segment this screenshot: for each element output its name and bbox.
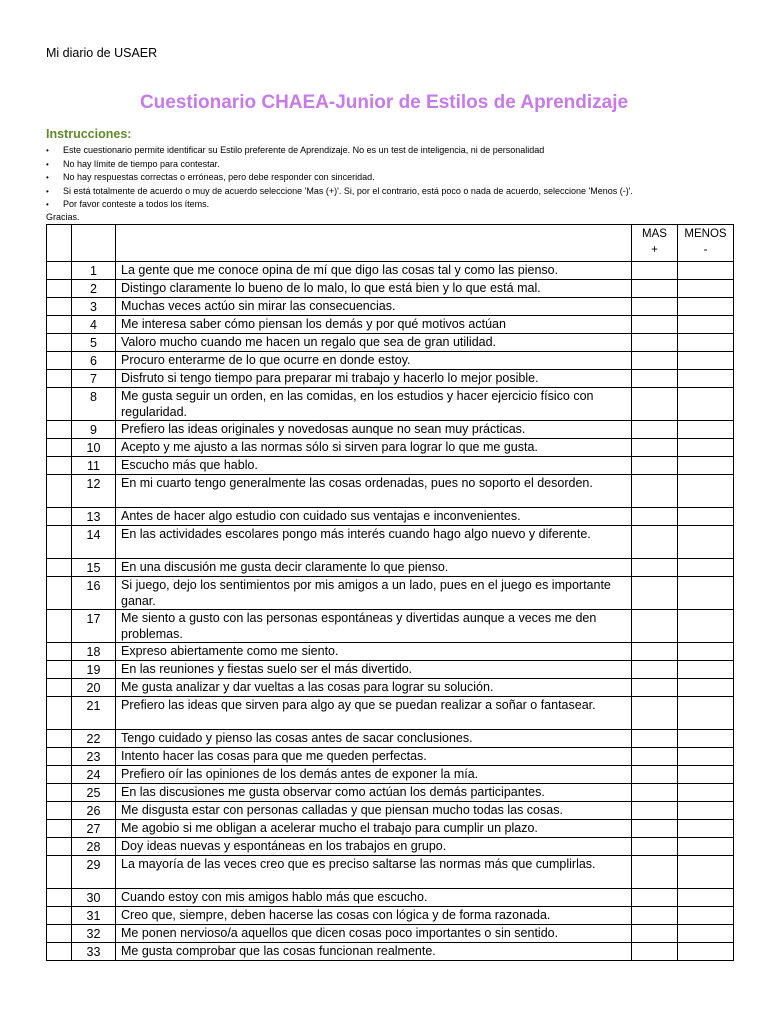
item-number: 11 <box>72 457 116 475</box>
row-blank-cell <box>47 820 72 838</box>
row-blank-cell <box>47 262 72 280</box>
table-row <box>47 925 734 943</box>
table-row <box>47 298 734 316</box>
answer-mas-cell[interactable] <box>632 925 678 943</box>
table-row <box>47 766 734 784</box>
table-row <box>47 457 734 475</box>
row-blank-cell <box>47 856 72 889</box>
answer-menos-cell[interactable] <box>678 820 734 838</box>
table-row <box>47 475 734 508</box>
item-text: La gente que me conoce opina de mí que digo las cosas tal y como las pienso. <box>116 262 632 280</box>
item-text: Prefiero las ideas que sirven para algo ay que se puedan realizar a soñar o fantasear. <box>116 697 632 730</box>
row-blank-cell <box>47 334 72 352</box>
answer-mas-cell[interactable] <box>632 679 678 697</box>
answer-mas-cell[interactable] <box>632 907 678 925</box>
answer-mas-cell[interactable] <box>632 262 678 280</box>
row-blank-cell <box>47 748 72 766</box>
row-blank-cell <box>47 679 72 697</box>
table-row <box>47 559 734 577</box>
table-row <box>47 526 734 559</box>
answer-menos-cell[interactable] <box>678 421 734 439</box>
item-number: 19 <box>72 661 116 679</box>
table-row <box>47 802 734 820</box>
answer-menos-cell[interactable] <box>678 925 734 943</box>
item-text: Acepto y me ajusto a las normas sólo si sirven para lograr lo que me gusta. <box>116 439 632 457</box>
answer-mas-cell[interactable] <box>632 508 678 526</box>
instruction-item: • Este cuestionario permite identificar su Estilo preferente de Aprendizaje. No es un test de inteligencia, ni de personalidad <box>46 144 633 158</box>
item-number: 30 <box>72 889 116 907</box>
item-number: 14 <box>72 526 116 559</box>
answer-menos-cell[interactable] <box>678 748 734 766</box>
thanks-text: Gracias. <box>46 212 80 222</box>
item-number: 28 <box>72 838 116 856</box>
answer-mas-cell[interactable] <box>632 643 678 661</box>
answer-menos-cell[interactable] <box>678 661 734 679</box>
item-text: Tengo cuidado y pienso las cosas antes de sacar conclusiones. <box>116 730 632 748</box>
answer-menos-cell[interactable] <box>678 262 734 280</box>
table-row <box>47 856 734 889</box>
answer-menos-cell[interactable] <box>678 766 734 784</box>
answer-mas-cell[interactable] <box>632 943 678 961</box>
item-number: 24 <box>72 766 116 784</box>
item-text: Intento hacer las cosas para que me queden perfectas. <box>116 748 632 766</box>
answer-mas-cell[interactable] <box>632 280 678 298</box>
item-number: 18 <box>72 643 116 661</box>
row-blank-cell <box>47 661 72 679</box>
row-blank-cell <box>47 610 72 643</box>
table-row <box>47 679 734 697</box>
table-row <box>47 370 734 388</box>
questionnaire-table <box>46 224 734 961</box>
answer-menos-cell[interactable] <box>678 889 734 907</box>
answer-menos-cell[interactable] <box>678 643 734 661</box>
item-number: 8 <box>72 388 116 421</box>
item-text: Prefiero las ideas originales y novedosas aunque no sean muy prácticas. <box>116 421 632 439</box>
table-row <box>47 748 734 766</box>
item-text: Muchas veces actúo sin mirar las consecuencias. <box>116 298 632 316</box>
table-row <box>47 730 734 748</box>
row-blank-cell <box>47 838 72 856</box>
table-row <box>47 820 734 838</box>
header-cell-item <box>116 225 632 262</box>
item-text: Me agobio si me obligan a acelerar mucho el trabajo para cumplir un plazo. <box>116 820 632 838</box>
table-row <box>47 610 734 643</box>
answer-menos-cell[interactable] <box>678 856 734 889</box>
answer-menos-cell[interactable] <box>678 334 734 352</box>
answer-mas-cell[interactable] <box>632 766 678 784</box>
row-blank-cell <box>47 577 72 610</box>
header-cell-blank <box>47 225 72 262</box>
table-row <box>47 388 734 421</box>
answer-menos-cell[interactable] <box>678 526 734 559</box>
item-number: 22 <box>72 730 116 748</box>
item-text: Me siento a gusto con las personas espontáneas y divertidas aunque a veces me den problemas. <box>116 610 632 643</box>
item-number: 32 <box>72 925 116 943</box>
row-blank-cell <box>47 352 72 370</box>
item-number: 2 <box>72 280 116 298</box>
header-cell-menos: MENOS - <box>678 225 734 262</box>
answer-menos-cell[interactable] <box>678 475 734 508</box>
item-number: 29 <box>72 856 116 889</box>
answer-menos-cell[interactable] <box>678 679 734 697</box>
table-row <box>47 508 734 526</box>
answer-mas-cell[interactable] <box>632 838 678 856</box>
item-number: 4 <box>72 316 116 334</box>
answer-mas-cell[interactable] <box>632 661 678 679</box>
row-blank-cell <box>47 697 72 730</box>
item-text: Distingo claramente lo bueno de lo malo, lo que está bien y lo que está mal. <box>116 280 632 298</box>
item-number: 3 <box>72 298 116 316</box>
answer-menos-cell[interactable] <box>678 370 734 388</box>
row-blank-cell <box>47 508 72 526</box>
row-blank-cell <box>47 925 72 943</box>
item-number: 31 <box>72 907 116 925</box>
item-number: 33 <box>72 943 116 961</box>
item-text: Doy ideas nuevas y espontáneas en los trabajos en grupo. <box>116 838 632 856</box>
answer-menos-cell[interactable] <box>678 508 734 526</box>
table-header-row <box>47 225 734 262</box>
answer-mas-cell[interactable] <box>632 802 678 820</box>
row-blank-cell <box>47 730 72 748</box>
instruction-item: • Por favor conteste a todos los ítems. <box>46 198 633 212</box>
item-text: Escucho más que hablo. <box>116 457 632 475</box>
row-blank-cell <box>47 421 72 439</box>
item-text: Valoro mucho cuando me hacen un regalo que sea de gran utilidad. <box>116 334 632 352</box>
answer-menos-cell[interactable] <box>678 802 734 820</box>
bullet-icon: • <box>46 200 49 210</box>
answer-mas-cell[interactable] <box>632 610 678 643</box>
answer-mas-cell[interactable] <box>632 421 678 439</box>
row-blank-cell <box>47 802 72 820</box>
table-row <box>47 352 734 370</box>
answer-menos-cell[interactable] <box>678 784 734 802</box>
item-text: En una discusión me gusta decir claramente lo que pienso. <box>116 559 632 577</box>
answer-menos-cell[interactable] <box>678 280 734 298</box>
item-number: 15 <box>72 559 116 577</box>
answer-mas-cell[interactable] <box>632 856 678 889</box>
item-text: Me ponen nervioso/a aquellos que dicen cosas poco importantes o sin sentido. <box>116 925 632 943</box>
item-number: 10 <box>72 439 116 457</box>
row-blank-cell <box>47 280 72 298</box>
table-row <box>47 661 734 679</box>
table-row <box>47 907 734 925</box>
row-blank-cell <box>47 766 72 784</box>
row-blank-cell <box>47 784 72 802</box>
instruction-item: • No hay límite de tiempo para contestar. <box>46 158 633 172</box>
table-row <box>47 262 734 280</box>
row-blank-cell <box>47 475 72 508</box>
instructions-heading: Instrucciones: <box>46 127 132 141</box>
row-blank-cell <box>47 388 72 421</box>
item-number: 23 <box>72 748 116 766</box>
item-text: En las discusiones me gusta observar como actúan los demás participantes. <box>116 784 632 802</box>
answer-menos-cell[interactable] <box>678 838 734 856</box>
bullet-icon: • <box>46 159 49 169</box>
row-blank-cell <box>47 643 72 661</box>
answer-mas-cell[interactable] <box>632 748 678 766</box>
answer-mas-cell[interactable] <box>632 559 678 577</box>
item-text: Creo que, siempre, deben hacerse las cosas con lógica y de forma razonada. <box>116 907 632 925</box>
item-number: 20 <box>72 679 116 697</box>
row-blank-cell <box>47 889 72 907</box>
row-blank-cell <box>47 943 72 961</box>
answer-mas-cell[interactable] <box>632 388 678 421</box>
answer-menos-cell[interactable] <box>678 559 734 577</box>
table-row <box>47 577 734 610</box>
row-blank-cell <box>47 907 72 925</box>
table-row <box>47 334 734 352</box>
item-text: La mayoría de las veces creo que es preciso saltarse las normas más que cumplirlas. <box>116 856 632 889</box>
table-row <box>47 316 734 334</box>
item-number: 13 <box>72 508 116 526</box>
answer-menos-cell[interactable] <box>678 316 734 334</box>
bullet-icon: • <box>46 173 49 183</box>
answer-mas-cell[interactable] <box>632 526 678 559</box>
answer-menos-cell[interactable] <box>678 388 734 421</box>
table-row <box>47 439 734 457</box>
bullet-icon: • <box>46 146 49 155</box>
answer-mas-cell[interactable] <box>632 889 678 907</box>
answer-mas-cell[interactable] <box>632 820 678 838</box>
item-number: 16 <box>72 577 116 610</box>
answer-menos-cell[interactable] <box>678 943 734 961</box>
instruction-item: • Si está totalmente de acuerdo o muy de acuerdo seleccione 'Mas (+)'. Si, por el contrario, está poco o nada de acuerdo, seleccione 'Menos (-)'. <box>46 185 633 199</box>
document-header: Mi diario de USAER <box>46 46 158 60</box>
item-text: Cuando estoy con mis amigos hablo más que escucho. <box>116 889 632 907</box>
answer-menos-cell[interactable] <box>678 697 734 730</box>
item-number: 5 <box>72 334 116 352</box>
answer-mas-cell[interactable] <box>632 457 678 475</box>
item-text: Si juego, dejo los sentimientos por mis amigos a un lado, pues en el juego es importante ganar. <box>116 577 632 610</box>
item-text: Me gusta comprobar que las cosas funcionan realmente. <box>116 943 632 961</box>
table-row <box>47 421 734 439</box>
item-text: Disfruto si tengo tiempo para preparar mi trabajo y hacerlo lo mejor posible. <box>116 370 632 388</box>
table-row <box>47 838 734 856</box>
row-blank-cell <box>47 439 72 457</box>
answer-mas-cell[interactable] <box>632 439 678 457</box>
row-blank-cell <box>47 526 72 559</box>
table-row <box>47 784 734 802</box>
answer-mas-cell[interactable] <box>632 298 678 316</box>
header-cell-mas: MAS + <box>632 225 678 262</box>
answer-mas-cell[interactable] <box>632 334 678 352</box>
item-number: 27 <box>72 820 116 838</box>
item-text: Me gusta analizar y dar vueltas a las cosas para lograr su solución. <box>116 679 632 697</box>
document-title: Cuestionario CHAEA-Junior de Estilos de Aprendizaje <box>139 92 629 113</box>
answer-menos-cell[interactable] <box>678 298 734 316</box>
item-number: 21 <box>72 697 116 730</box>
answer-menos-cell[interactable] <box>678 439 734 457</box>
item-text: Antes de hacer algo estudio con cuidado sus ventajas e inconvenientes. <box>116 508 632 526</box>
instructions-list <box>46 144 633 212</box>
answer-menos-cell[interactable] <box>678 457 734 475</box>
item-number: 7 <box>72 370 116 388</box>
item-text: Me interesa saber cómo piensan los demás y por qué motivos actúan <box>116 316 632 334</box>
item-number: 25 <box>72 784 116 802</box>
bullet-icon: • <box>46 186 49 196</box>
answer-mas-cell[interactable] <box>632 784 678 802</box>
item-number: 26 <box>72 802 116 820</box>
answer-mas-cell[interactable] <box>632 697 678 730</box>
row-blank-cell <box>47 370 72 388</box>
item-number: 12 <box>72 475 116 508</box>
answer-mas-cell[interactable] <box>632 730 678 748</box>
row-blank-cell <box>47 559 72 577</box>
answer-menos-cell[interactable] <box>678 907 734 925</box>
item-text: Me gusta seguir un orden, en las comidas, en los estudios y hacer ejercicio físico con regularidad. <box>116 388 632 421</box>
instruction-item: • No hay respuestas correctas o erróneas, pero debe responder con sinceridad. <box>46 171 633 185</box>
item-text: Me disgusta estar con personas calladas y que piensan mucho todas las cosas. <box>116 802 632 820</box>
item-number: 6 <box>72 352 116 370</box>
answer-menos-cell[interactable] <box>678 610 734 643</box>
answer-mas-cell[interactable] <box>632 577 678 610</box>
table-row <box>47 889 734 907</box>
answer-mas-cell[interactable] <box>632 370 678 388</box>
table-row <box>47 697 734 730</box>
item-number: 17 <box>72 610 116 643</box>
answer-mas-cell[interactable] <box>632 475 678 508</box>
answer-menos-cell[interactable] <box>678 352 734 370</box>
answer-menos-cell[interactable] <box>678 577 734 610</box>
item-text: En las reuniones y fiestas suelo ser el más divertido. <box>116 661 632 679</box>
table-row <box>47 280 734 298</box>
item-text: Expreso abiertamente como me siento. <box>116 643 632 661</box>
row-blank-cell <box>47 298 72 316</box>
table-row <box>47 643 734 661</box>
item-text: En mi cuarto tengo generalmente las cosas ordenadas, pues no soporto el desorden. <box>116 475 632 508</box>
item-text: Prefiero oír las opiniones de los demás antes de exponer la mía. <box>116 766 632 784</box>
table-row <box>47 943 734 961</box>
answer-mas-cell[interactable] <box>632 352 678 370</box>
answer-menos-cell[interactable] <box>678 730 734 748</box>
item-text: Procuro enterarme de lo que ocurre en donde estoy. <box>116 352 632 370</box>
item-text: En las actividades escolares pongo más interés cuando hago algo nuevo y diferente. <box>116 526 632 559</box>
item-number: 9 <box>72 421 116 439</box>
item-number: 1 <box>72 262 116 280</box>
row-blank-cell <box>47 316 72 334</box>
answer-mas-cell[interactable] <box>632 316 678 334</box>
header-cell-number <box>72 225 116 262</box>
row-blank-cell <box>47 457 72 475</box>
